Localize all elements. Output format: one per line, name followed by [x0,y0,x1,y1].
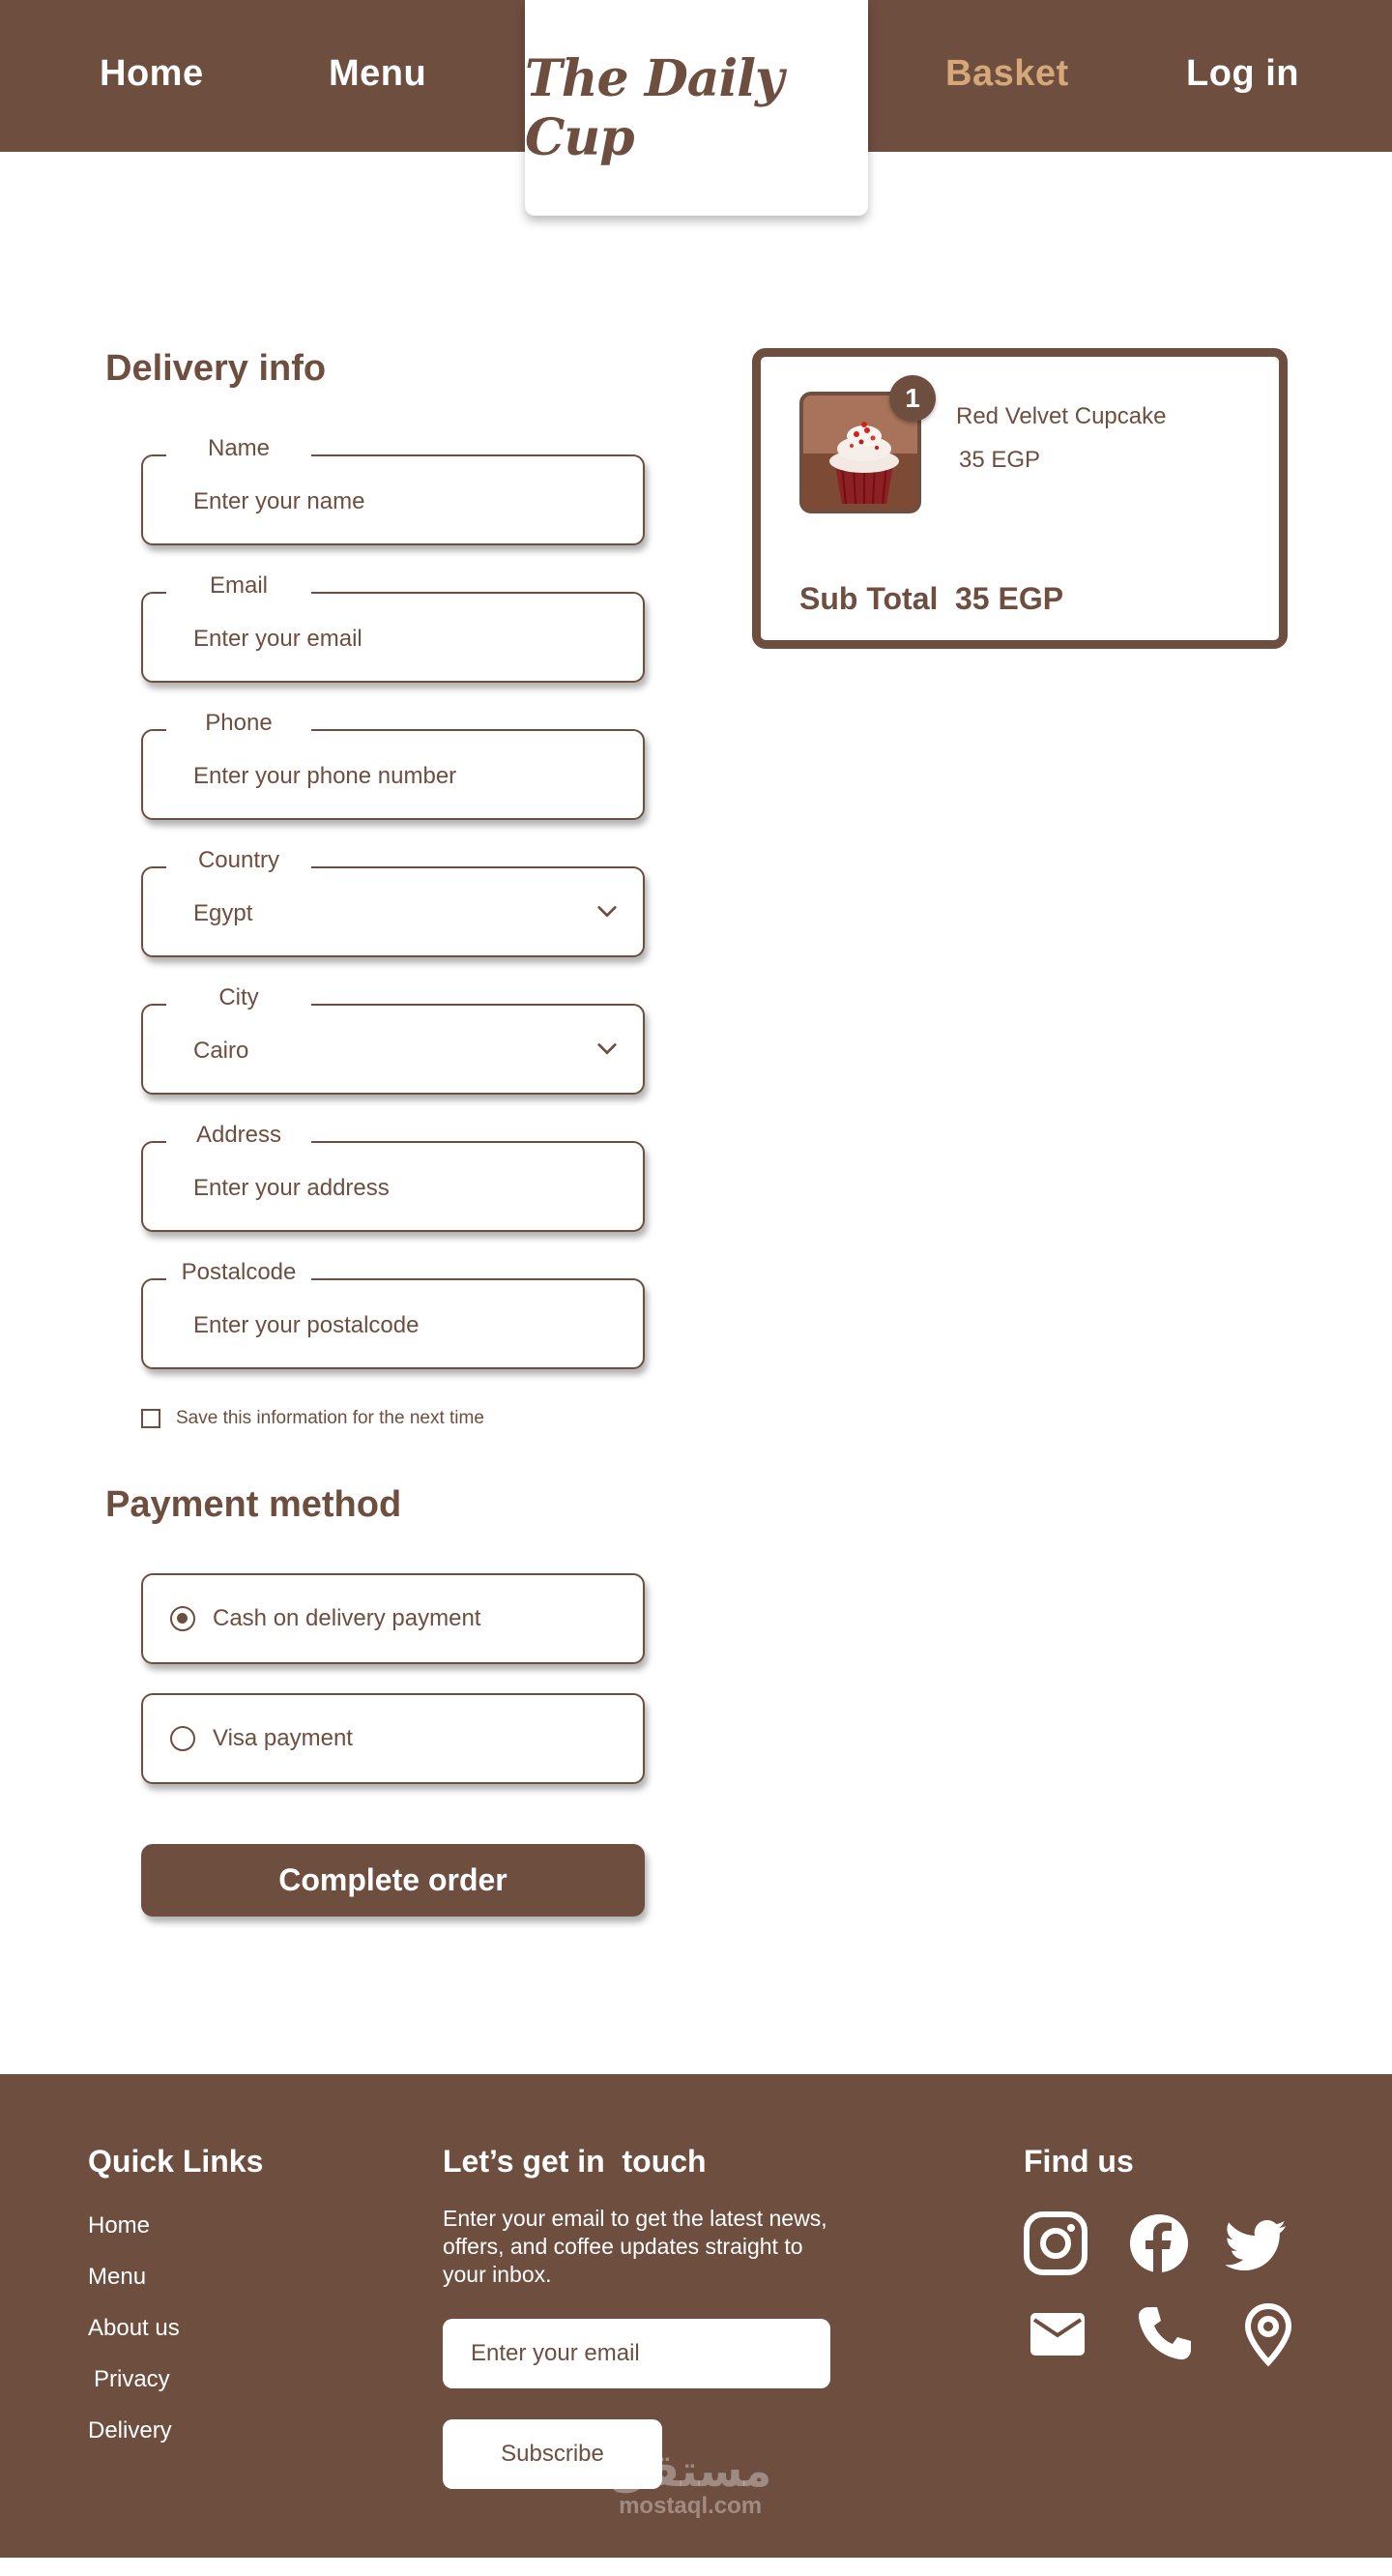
save-info-checkbox[interactable] [141,1409,160,1428]
delivery-title: Delivery info [105,348,327,389]
contact-title: Let’s get in touch [443,2144,707,2179]
watermark-arabic: مستقل [609,2445,772,2496]
cart-item-name: Red Velvet Cupcake [956,403,1167,429]
nav-home[interactable]: Home [100,53,204,94]
country-value: Egypt [193,900,253,926]
email-label: Email [166,572,311,600]
postalcode-label: Postalcode [166,1259,311,1286]
payment-option-label: Cash on delivery payment [213,1605,481,1631]
quantity-badge: 1 [889,375,936,422]
phone-input[interactable] [193,763,580,790]
contact-text: Enter your email to get the latest news, offers, and coffee updates straight to your inbox. [443,2206,827,2287]
radio-unselected[interactable] [170,1726,195,1751]
cart-item-price: 35 EGP [959,447,1041,473]
phone-label: Phone [166,710,311,737]
payment-option-label: Visa payment [213,1725,353,1751]
country-select[interactable] [141,847,645,957]
city-select[interactable] [141,984,645,1095]
city-label: City [166,984,311,1011]
save-info-row[interactable] [141,1408,484,1429]
footer-link-privacy[interactable]: Privacy [94,2366,170,2392]
cart-summary [752,348,1288,649]
address-field[interactable] [141,1122,645,1232]
footer-link-delivery[interactable]: Delivery [88,2417,172,2444]
postalcode-field[interactable] [141,1259,645,1369]
instagram-icon[interactable] [1023,2210,1088,2276]
country-label: Country [166,847,311,874]
payment-option-visa[interactable] [141,1693,645,1784]
footer-link-home[interactable]: Home [88,2212,151,2239]
nav-login[interactable]: Log in [1186,53,1299,94]
address-label: Address [166,1122,311,1149]
facebook-icon[interactable] [1126,2210,1192,2276]
location-icon[interactable] [1235,2301,1301,2367]
newsletter-email-input[interactable] [443,2319,830,2388]
chevron-down-icon[interactable] [596,901,618,922]
footer-link-about[interactable]: About us [88,2315,180,2341]
city-value: Cairo [193,1038,249,1064]
mail-icon[interactable] [1025,2301,1090,2367]
subtotal-value: 35 EGP [955,581,1064,616]
payment-option-cash[interactable] [141,1573,645,1664]
phone-icon[interactable] [1131,2301,1197,2367]
save-info-label: Save this information for the next time [176,1408,484,1428]
find-us-title: Find us [1024,2144,1134,2179]
footer-link-menu[interactable]: Menu [88,2264,147,2290]
name-field[interactable] [141,435,645,545]
quick-links-title: Quick Links [88,2144,264,2179]
watermark [609,2445,772,2520]
twitter-icon[interactable] [1226,2210,1291,2276]
email-input[interactable] [193,626,580,653]
phone-field[interactable] [141,710,645,820]
logo-card[interactable] [525,0,868,216]
nav-basket[interactable]: Basket [945,53,1069,94]
payment-title: Payment method [105,1484,402,1525]
name-input[interactable] [193,488,580,515]
name-label: Name [166,435,311,462]
nav-menu[interactable]: Menu [329,53,427,94]
watermark-latin: mostaql.com [619,2493,763,2519]
postalcode-input[interactable] [193,1312,580,1339]
complete-order-button[interactable]: Complete order [141,1844,645,1917]
chevron-down-icon[interactable] [596,1039,618,1060]
email-field[interactable] [141,572,645,683]
subscribe-button[interactable]: Subscribe [443,2419,662,2489]
address-input[interactable] [193,1175,580,1202]
logo: The Daily Cup [525,48,784,167]
subtotal-label: Sub Total [799,581,939,616]
radio-selected[interactable] [170,1606,195,1631]
